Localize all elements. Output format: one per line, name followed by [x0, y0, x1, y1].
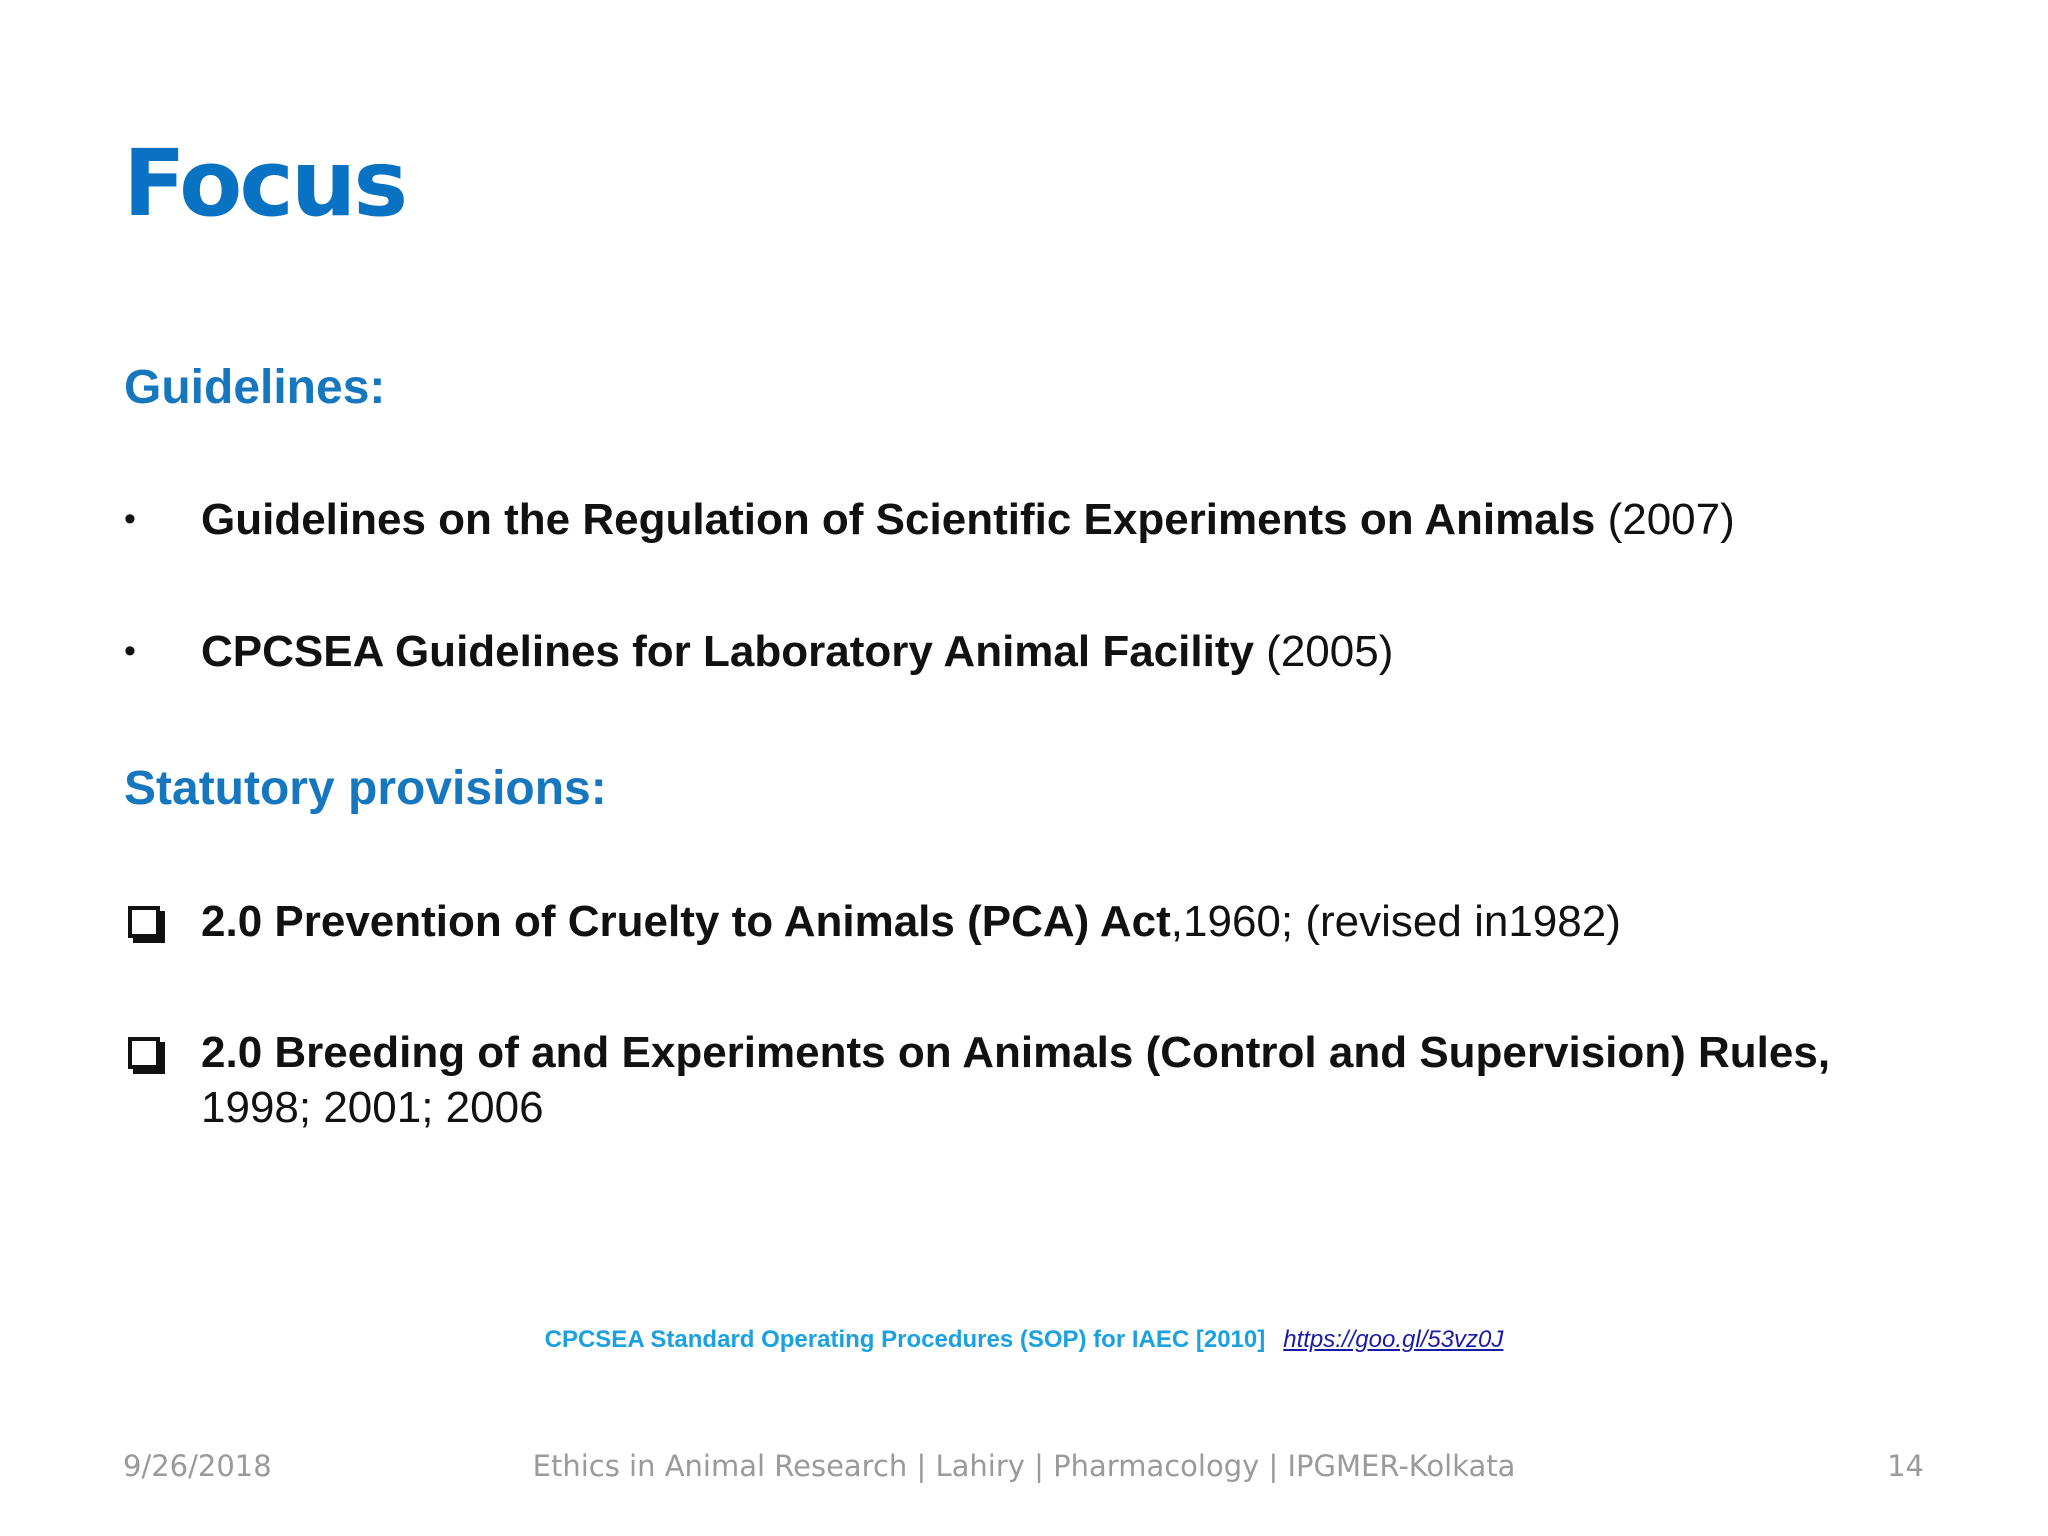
statutory-item-text — [201, 894, 2021, 949]
reference-text: CPCSEA Standard Operating Procedures (SOP) for IAEC [2010] — [544, 1326, 1266, 1353]
statutory-years: 1998; 2001; 2006 — [201, 1083, 544, 1132]
statutory-title: 2.0 Prevention of Cruelty to Animals (PCA) Act — [201, 897, 1171, 946]
statutory-detail: ,1960; (revised in1982) — [1170, 897, 1621, 946]
guideline-item-text — [201, 492, 2021, 547]
bullet-icon: • — [124, 632, 136, 670]
slide-title: Focus — [123, 130, 406, 237]
checkbox-bullet-icon — [128, 1037, 160, 1069]
guideline-year: (2007) — [1595, 495, 1735, 544]
reference-link[interactable]: https://goo.gl/53vz0J — [1283, 1326, 1504, 1353]
checkbox-bullet-icon — [128, 906, 160, 938]
reference-note — [0, 1326, 2048, 1354]
guidelines-heading: Guidelines: — [124, 361, 386, 414]
statutory-item-text — [201, 1025, 2021, 1135]
footer-title: Ethics in Animal Research | Lahiry | Pharmacology | IPGMER-Kolkata — [532, 1449, 1516, 1483]
bullet-icon: • — [124, 500, 136, 538]
statutory-title: 2.0 Breeding of and Experiments on Animals (Control and Supervision) Rules, — [201, 1028, 1831, 1077]
guideline-title: Guidelines on the Regulation of Scientific Experiments on Animals — [201, 495, 1596, 544]
page-number: 14 — [1887, 1449, 1924, 1483]
guideline-item-text — [201, 624, 2021, 679]
guideline-title: CPCSEA Guidelines for Laboratory Animal Facility — [201, 627, 1254, 676]
statutory-heading: Statutory provisions: — [124, 762, 607, 815]
guideline-year: (2005) — [1253, 627, 1394, 676]
footer-date: 9/26/2018 — [123, 1449, 272, 1483]
